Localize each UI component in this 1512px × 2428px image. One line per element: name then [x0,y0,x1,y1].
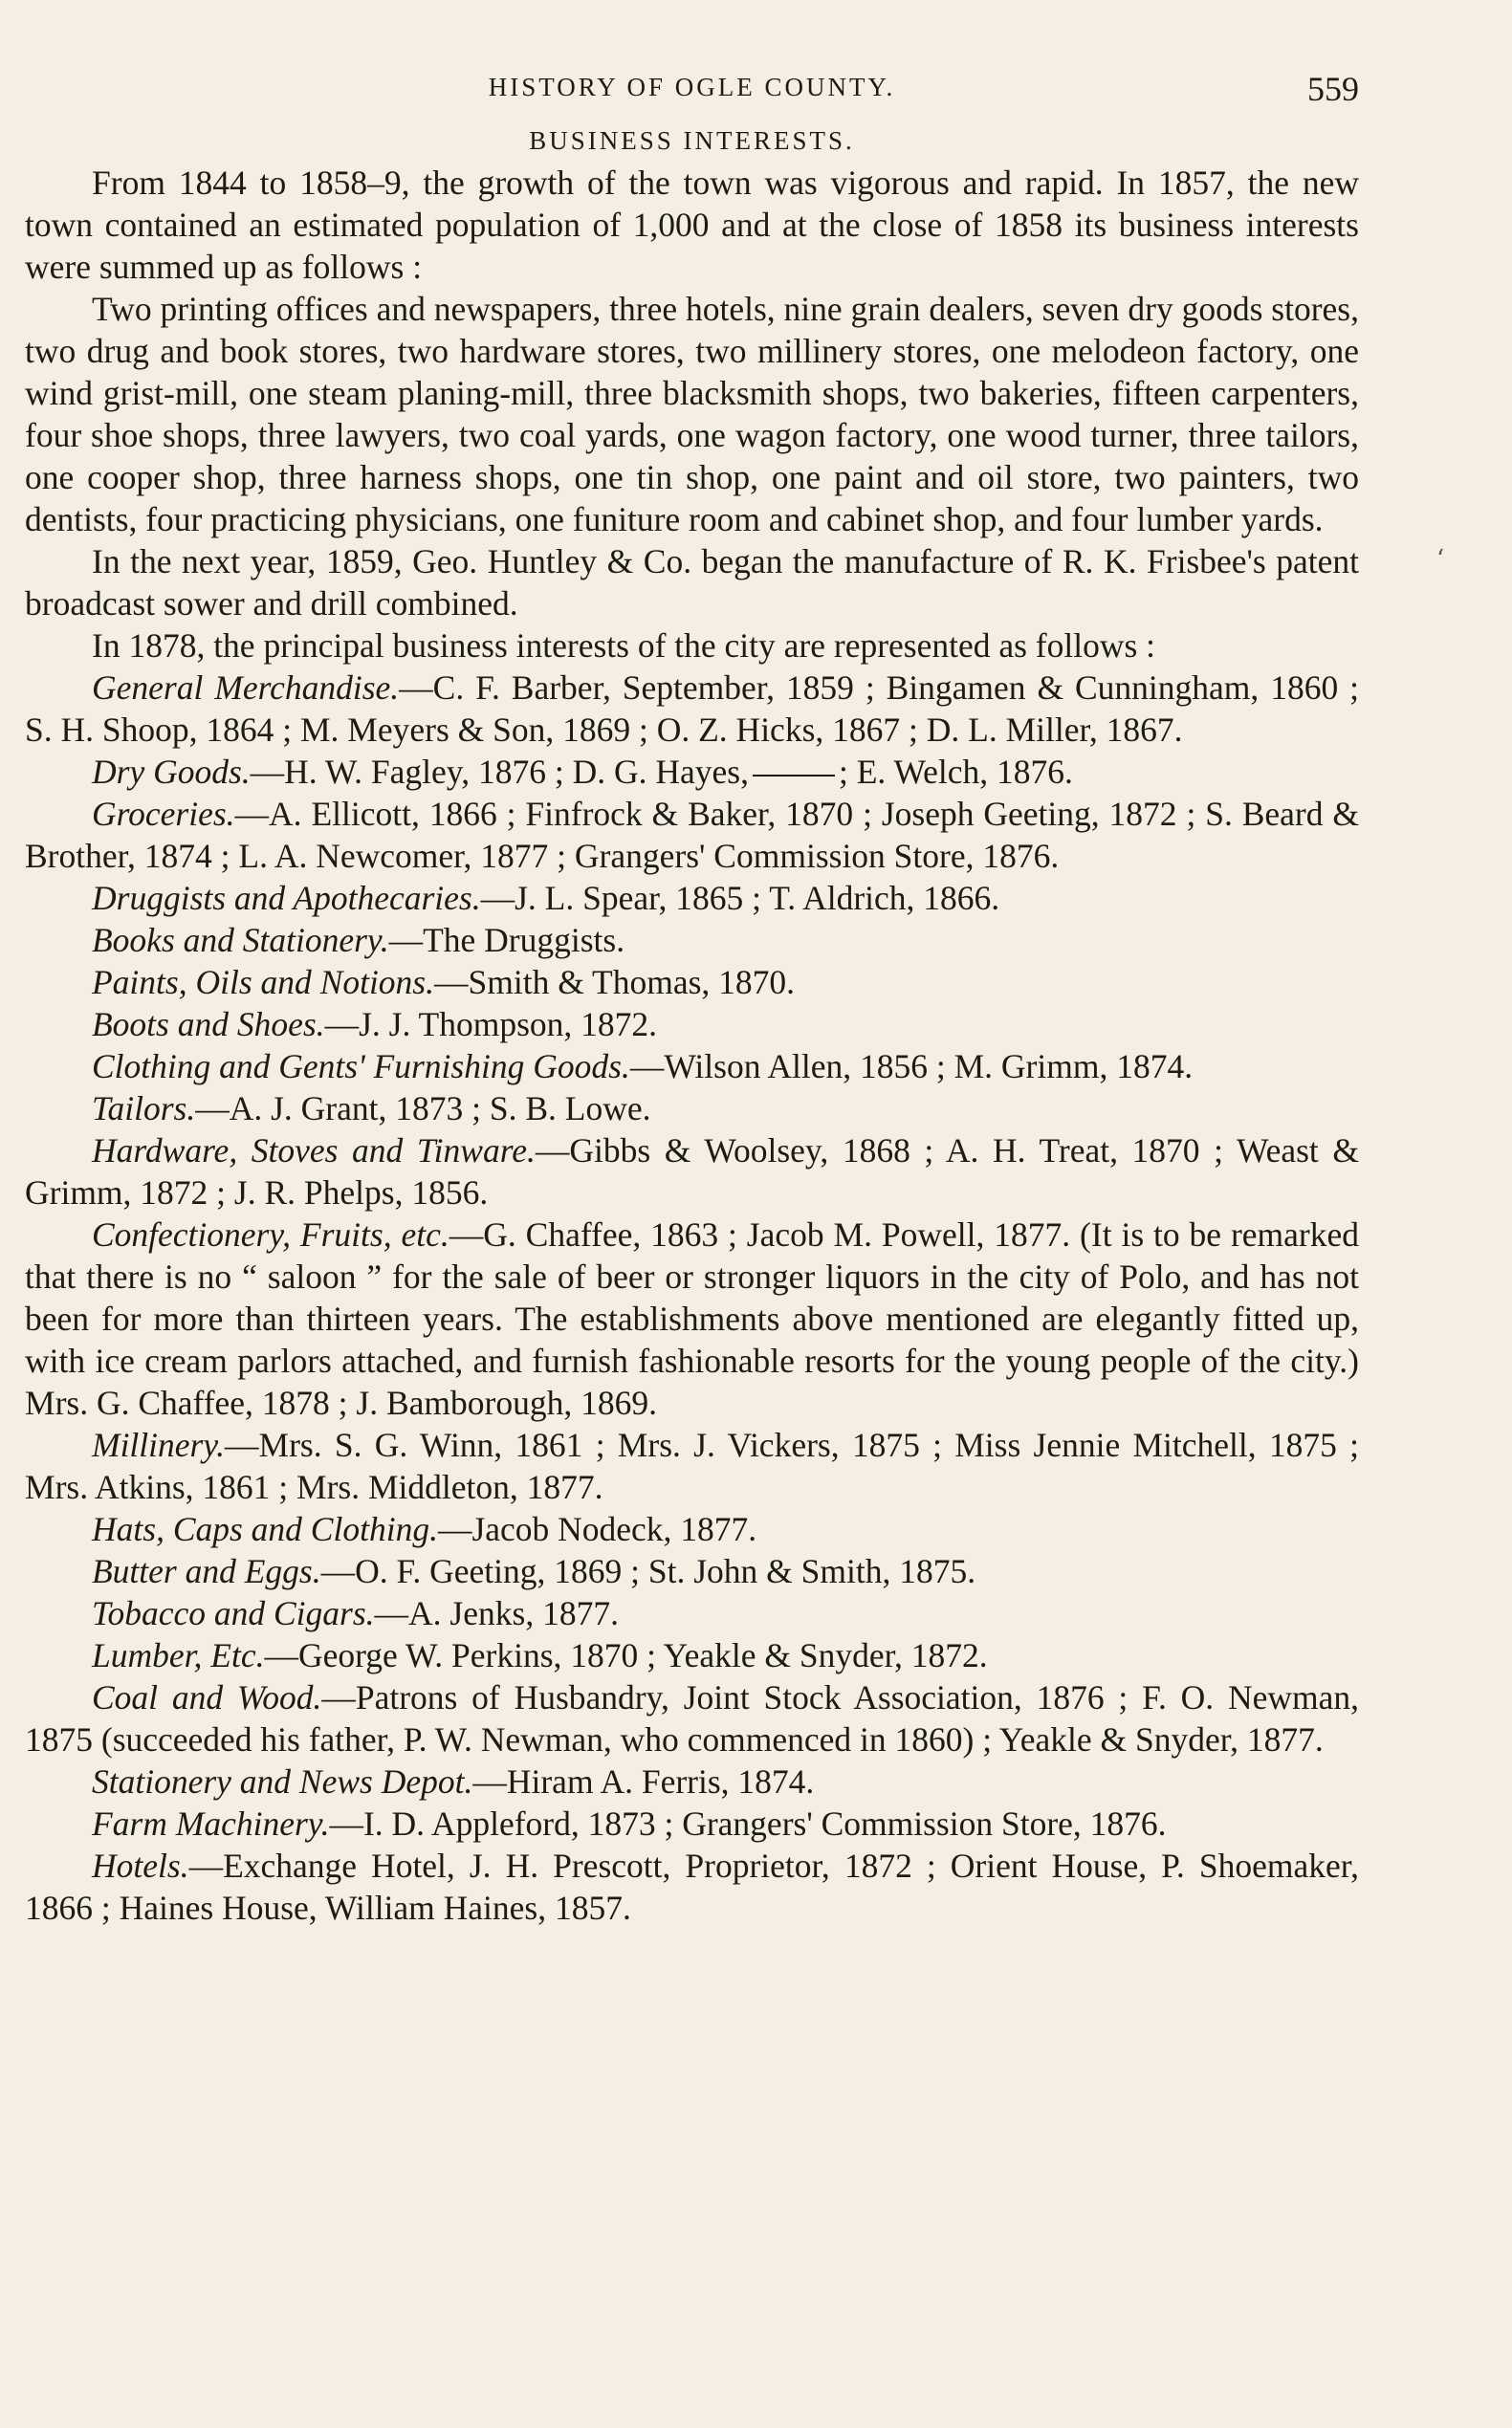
section-title: BUSINESS INTERESTS. [529,126,855,155]
listing [25,1803,1359,1845]
margin-mark: ‘ [1436,545,1445,574]
listing-text: —J. J. Thompson, 1872. [324,1005,658,1043]
listing-category: Hotels. [92,1847,189,1885]
listing-text: —The Druggists. [388,921,625,959]
listing [25,1003,1359,1045]
listing-category: Boots and Shoes. [92,1005,325,1043]
listing-category: Coal and Wood. [92,1678,322,1717]
listing-text: —Exchange Hotel, J. H. Prescott, Proprietor, 1872 ; Orient House, P. Shoemaker, 1866 ; Haines House, William Haines, 1857. [25,1847,1359,1927]
listing-category: Groceries. [92,795,235,833]
listing-category: Hardware, Stoves and Tinware. [92,1131,536,1170]
listing-category: Tobacco and Cigars. [92,1594,375,1632]
paragraph: Two printing offices and newspapers, three hotels, nine grain dealers, seven dry goods stores, two drug and book stores, two hardware stores, two millinery stores, one melodeon factory, one wind grist-mill, one steam planing-mill, three blacksmith shops, two bakeries, fifteen carpenters, four shoe shops, three lawyers, two coal yards, one wagon factory, one wood turner, three tailors, one cooper shop, three harness shops, one tin shop, one paint and oil store, two painters, two dentists, four practicing physicians, one funiture room and cabinet shop, and four lumber yards. [25,290,1359,538]
listing [25,1424,1359,1508]
paragraph: In the next year, 1859, Geo. Huntley & Co. began the manufacture of R. K. Frisbee's patent broadcast sower and drill combined. [25,542,1359,623]
listing-text: —George W. Perkins, 1870 ; Yeakle & Snyder, 1872. [264,1636,988,1674]
listing-text: —Mrs. S. G. Winn, 1861 ; Mrs. J. Vickers, 1875 ; Miss Jennie Mitchell, 1875 ; Mrs. Atkins, 1861 ; Mrs. Middleton, 1877. [25,1426,1359,1506]
listing [25,1845,1359,1929]
listing-category: Lumber, Etc. [92,1636,265,1674]
listing-text: —Jacob Nodeck, 1877. [437,1510,757,1548]
listing [25,919,1359,961]
running-head [25,57,1359,108]
listing-category: Millinery. [92,1426,226,1464]
listing-text-continued: ; E. Welch, 1876. [838,753,1073,791]
listing-category: Paints, Oils and Notions. [92,963,434,1001]
listing [25,1676,1359,1761]
listing [25,1592,1359,1634]
running-title: HISTORY OF OGLE COUNTY. [488,73,896,101]
listing-text: —A. J. Grant, 1873 ; S. B. Lowe. [195,1089,651,1127]
listing [25,1129,1359,1214]
listing-text: —C. F. Barber, September, 1859 ; Bingamen & Cunningham, 1860 ; S. H. Shoop, 1864 ; M. Meyers & Son, 1869 ; O. Z. Hicks, 1867 ; D. L. Miller, 1867. [25,668,1359,749]
listing-text: —A. Jenks, 1877. [374,1594,619,1632]
listing [25,1508,1359,1550]
blank-date-dash [753,775,835,777]
listing [25,1045,1359,1087]
listing-text: —I. D. Appleford, 1873 ; Grangers' Commission Store, 1876. [329,1805,1167,1843]
listing-text: —Wilson Allen, 1856 ; M. Grimm, 1874. [629,1047,1194,1085]
listing-text: —Gibbs & Woolsey, 1868 ; A. H. Treat, 1870 ; Weast & Grimm, 1872 ; J. R. Phelps, 1856. [25,1131,1359,1212]
listing-category: Books and Stationery. [92,921,389,959]
paragraph: In 1878, the principal business interests of the city are represented as follows : [92,626,1156,665]
listing-category: Druggists and Apothecaries. [92,879,481,917]
listing-category: Tailors. [92,1089,196,1127]
listing-category: Hats, Caps and Clothing. [92,1510,438,1548]
listing-text: —J. L. Spear, 1865 ; T. Aldrich, 1866. [480,879,1000,917]
listing [25,1634,1359,1676]
listing-category: Confectionery, Fruits, etc. [92,1215,449,1254]
listing-category: Farm Machinery. [92,1805,330,1843]
listing-text: —O. F. Geeting, 1869 ; St. John & Smith, 1875. [320,1552,976,1590]
page-number: 559 [1307,70,1359,108]
listing [25,1761,1359,1803]
listing-category: General Merchandise. [92,668,400,707]
listing-text: —Hiram A. Ferris, 1874. [472,1762,815,1801]
listing [25,961,1359,1003]
listing [25,793,1359,877]
listing [25,667,1359,751]
listing-text: —H. W. Fagley, 1876 ; D. G. Hayes, [250,753,749,791]
listing-category: Clothing and Gents' Furnishing Goods. [92,1047,630,1085]
listing [25,751,1359,793]
listing-text: —G. Chaffee, 1863 ; Jacob M. Powell, 1877. (It is to be remarked that there is no “ saloon ” for the sale of beer or stronger liquors in the city of Polo, and has not been for more than thirteen years. The establishments above mentioned are elegantly fitted up, with ice cream parlors attached, and furnish fashionable resorts for the young people of the city.) Mrs. G. Chaffee, 1878 ; J. Bamborough, 1869. [25,1215,1359,1422]
listing-text: —Patrons of Husbandry, Joint Stock Association, 1876 ; F. O. Newman, 1875 (succeeded his father, P. W. Newman, who commenced in 1860) ; Yeakle & Snyder, 1877. [25,1678,1359,1759]
listing [25,1214,1359,1424]
listing [25,877,1359,919]
listing-category: Butter and Eggs. [92,1552,321,1590]
listing-text: —A. Ellicott, 1866 ; Finfrock & Baker, 1870 ; Joseph Geeting, 1872 ; S. Beard & Brother, 1874 ; L. A. Newcomer, 1877 ; Grangers' Commission Store, 1876. [25,795,1359,875]
listing-category: Stationery and News Depot. [92,1762,473,1801]
listing [25,1087,1359,1129]
paragraph: From 1844 to 1858–9, the growth of the town was vigorous and rapid. In 1857, the new town contained an estimated population of 1,000 and at the close of 1858 its business interests were summed up as follows : [25,164,1359,286]
listing-category: Dry Goods. [92,753,251,791]
listing [25,1550,1359,1592]
body-text [25,162,1359,1929]
listing-text: —Smith & Thomas, 1870. [434,963,796,1001]
